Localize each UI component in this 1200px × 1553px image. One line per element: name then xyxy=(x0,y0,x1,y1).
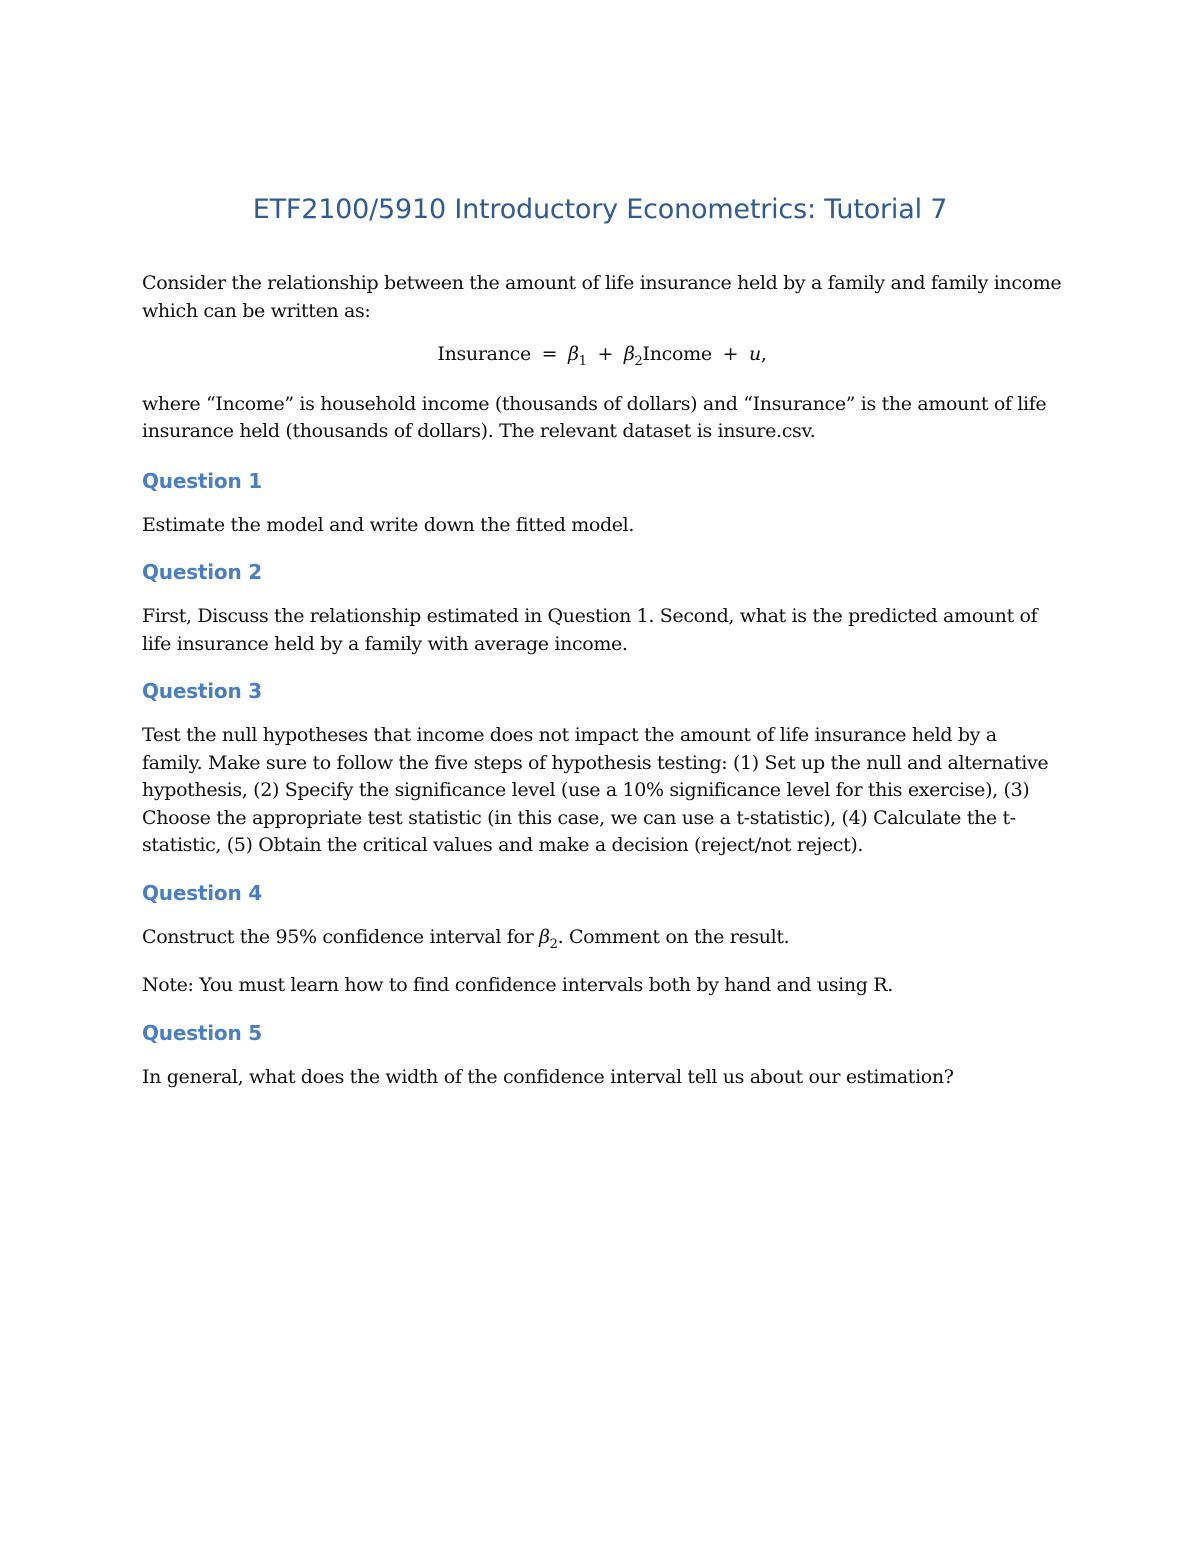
question-2-body: First, Discuss the relationship estimated in Question 1. Second, what is the predicted amount of life insurance held by a family with average income. xyxy=(142,605,1038,655)
question-2-heading: Question 2 xyxy=(142,560,262,585)
equation-beta-1: β xyxy=(568,343,579,365)
question-5-body: In general, what does the width of the confidence interval tell us about our estimation? xyxy=(142,1065,954,1088)
question-4-body-start: Construct the 95% confidence interval for xyxy=(142,925,540,948)
equation-error-term: u xyxy=(748,343,761,365)
question-3-body: Test the null hypotheses that income does not impact the amount of life insurance held by a family. Make sure to follow the five steps of hypothesis testing: (1) Set up the null and alternative hypothesis, (2) Specify the significance level (use a 10% significance level for this exercise), (3) Choose the appropriate test statistic (in this case, we can use a t-statistic), (4) Calculate the t-statistic, (5) Obtain the critical values and make a decision (reject/not reject). xyxy=(142,724,1049,857)
question-4-beta: β xyxy=(539,925,550,948)
question-4-body-end: . Comment on the result. xyxy=(557,925,790,948)
question-4-note: Note: You must learn how to find confidence intervals both by hand and using R. xyxy=(142,974,893,997)
question-3-heading: Question 3 xyxy=(142,679,262,704)
question-2-section xyxy=(142,557,1062,658)
question-3-section xyxy=(142,676,1062,860)
definition-paragraph: where “Income” is household income (thousands of dollars) and “Insurance” is the amount of life insurance held (thousands of dollars). The relevant dataset is insure.csv. xyxy=(142,392,1047,443)
equation-lhs: Insurance xyxy=(437,343,531,365)
equation-income: Income xyxy=(642,343,712,365)
equation-beta-1-subscript: 1 xyxy=(578,353,587,369)
question-1-heading: Question 1 xyxy=(142,468,262,493)
page-title: ETF2100/5910 Introductory Econometrics: Tutorial 7 xyxy=(252,194,948,225)
question-4-body xyxy=(142,924,1062,958)
equation-beta-2-subscript: 2 xyxy=(634,353,643,369)
document-content xyxy=(142,190,1062,1109)
question-5-section xyxy=(142,1018,1062,1092)
equation-beta-2: β xyxy=(623,343,635,365)
question-5-heading: Question 5 xyxy=(142,1020,262,1045)
question-4-section xyxy=(142,878,1062,1000)
equation-comma: , xyxy=(760,343,767,365)
question-4-heading: Question 4 xyxy=(142,880,262,905)
intro-paragraph: Consider the relationship between the amount of life insurance held by a family and family income which can be written as: xyxy=(142,272,1062,322)
equation-plus-1: + xyxy=(597,343,614,365)
regression-equation xyxy=(142,339,1062,377)
question-4-beta-subscript: 2 xyxy=(549,936,558,952)
equation-equals: = xyxy=(541,343,558,365)
question-1-body: Estimate the model and write down the fitted model. xyxy=(142,513,635,536)
question-1-section xyxy=(142,466,1062,540)
equation-plus-2: + xyxy=(722,343,739,365)
